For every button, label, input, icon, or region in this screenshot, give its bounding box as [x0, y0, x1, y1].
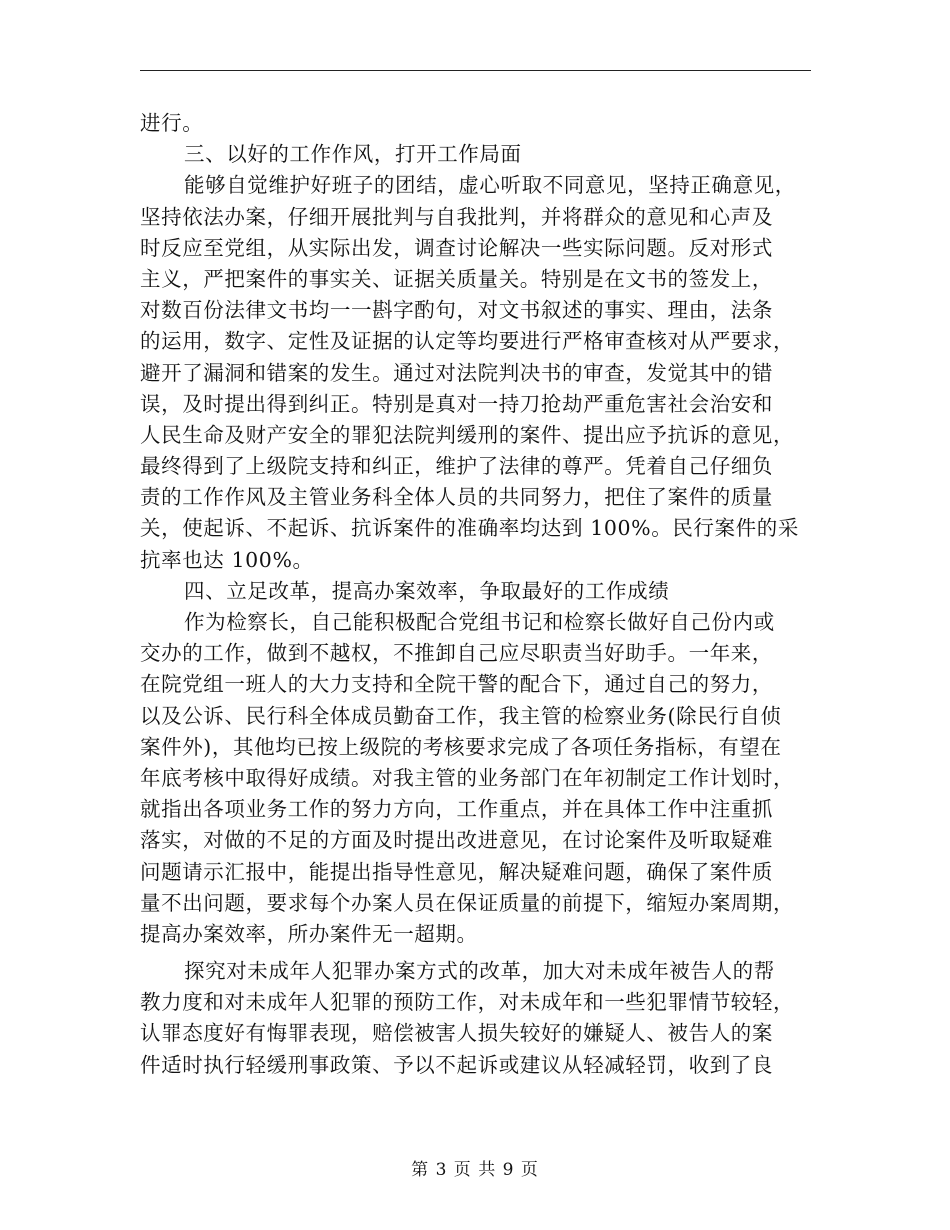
text-line: 误，及时提出得到纠正。特别是真对一持刀抢劫严重危害社会治安和 [140, 391, 773, 416]
text-line: 在院党组一班人的大力支持和全院干警的配合下，通过自己的努力， [140, 672, 773, 697]
text-line: 关，使起诉、不起诉、抗诉案件的准确率均达到 100%。民行案件的采 [140, 516, 799, 541]
text-line: 认罪态度好有悔罪表现，赔偿被害人损失较好的嫌疑人、被告人的案 [140, 1021, 773, 1046]
text-line: 的运用，数字、定性及证据的认定等均要进行严格审查核对从严要求， [140, 329, 795, 354]
text-line: 责的工作作风及主管业务科全体人员的共同努力，把住了案件的质量 [140, 485, 773, 510]
document-body [140, 108, 812, 1081]
text-line: 时反应至党组，从实际出发，调查讨论解决一些实际问题。反对形式 [140, 235, 773, 260]
text-line: 教力度和对未成年人犯罪的预防工作，对未成年和一些犯罪情节较轻， [140, 990, 795, 1015]
text-line: 能够自觉维护好班子的团结，虚心听取不同意见，坚持正确意见， [184, 173, 796, 198]
text-line: 案件外)，其他均已按上级院的考核要求完成了各项任务指标，有望在 [140, 734, 782, 759]
text-line: 问题请示汇报中，能提出指导性意见，解决疑难问题，确保了案件质 [140, 859, 773, 884]
text-line: 探究对未成年人犯罪办案方式的改革，加大对未成年被告人的帮 [184, 959, 775, 984]
text-line: 就指出各项业务工作的努力方向，工作重点，并在具体工作中注重抓 [140, 797, 773, 822]
page-number-footer: 第 3 页 共 9 页 [411, 1160, 539, 1180]
text-line: 落实，对做的不足的方面及时提出改进意见，在讨论案件及听取疑难 [140, 828, 773, 853]
section-heading: 四、立足改革，提高办案效率，争取最好的工作成绩 [184, 578, 670, 603]
text-line: 人民生命及财产安全的罪犯法院判缓刑的案件、提出应予抗诉的意见， [140, 422, 795, 447]
text-line: 主义，严把案件的事实关、证据关质量关。特别是在文书的签发上， [140, 266, 773, 291]
text-line: 作为检察长，自己能积极配合党组书记和检察长做好自己份内或 [184, 610, 775, 634]
text-line: 量不出问题，要求每个办案人员在保证质量的前提下，缩短办案周期， [140, 890, 795, 915]
section-heading: 三、以好的工作作风，打开工作局面 [184, 142, 522, 167]
text-line: 最终得到了上级院支持和纠正，维护了法律的尊严。凭着自己仔细负 [140, 454, 773, 479]
header-rule [140, 70, 811, 71]
text-line: 交办的工作，做到不越权，不推卸自己应尽职责当好助手。一年来， [140, 641, 773, 666]
text-line: 避开了漏洞和错案的发生。通过对法院判决书的审查，发觉其中的错 [140, 360, 773, 385]
text-line: 对数百份法律文书均一一斟字酌句，对文书叙述的事实、理由，法条 [140, 298, 773, 323]
text-line: 年底考核中取得好成绩。对我主管的业务部门在年初制定工作计划时， [140, 765, 795, 790]
text-line: 坚持依法办案，仔细开展批判与自我批判，并将群众的意见和心声及 [140, 204, 773, 229]
text-line: 提高办案效率，所办案件无一超期。 [140, 921, 478, 946]
text-line: 进行。 [140, 111, 204, 135]
text-line: 抗率也达 100%。 [140, 547, 314, 572]
text-line: 件适时执行轻缓刑事政策、予以不起诉或建议从轻减轻罚，收到了良 [140, 1052, 773, 1077]
text-line: 以及公诉、民行科全体成员勤奋工作，我主管的检察业务(除民行自侦 [140, 703, 782, 728]
